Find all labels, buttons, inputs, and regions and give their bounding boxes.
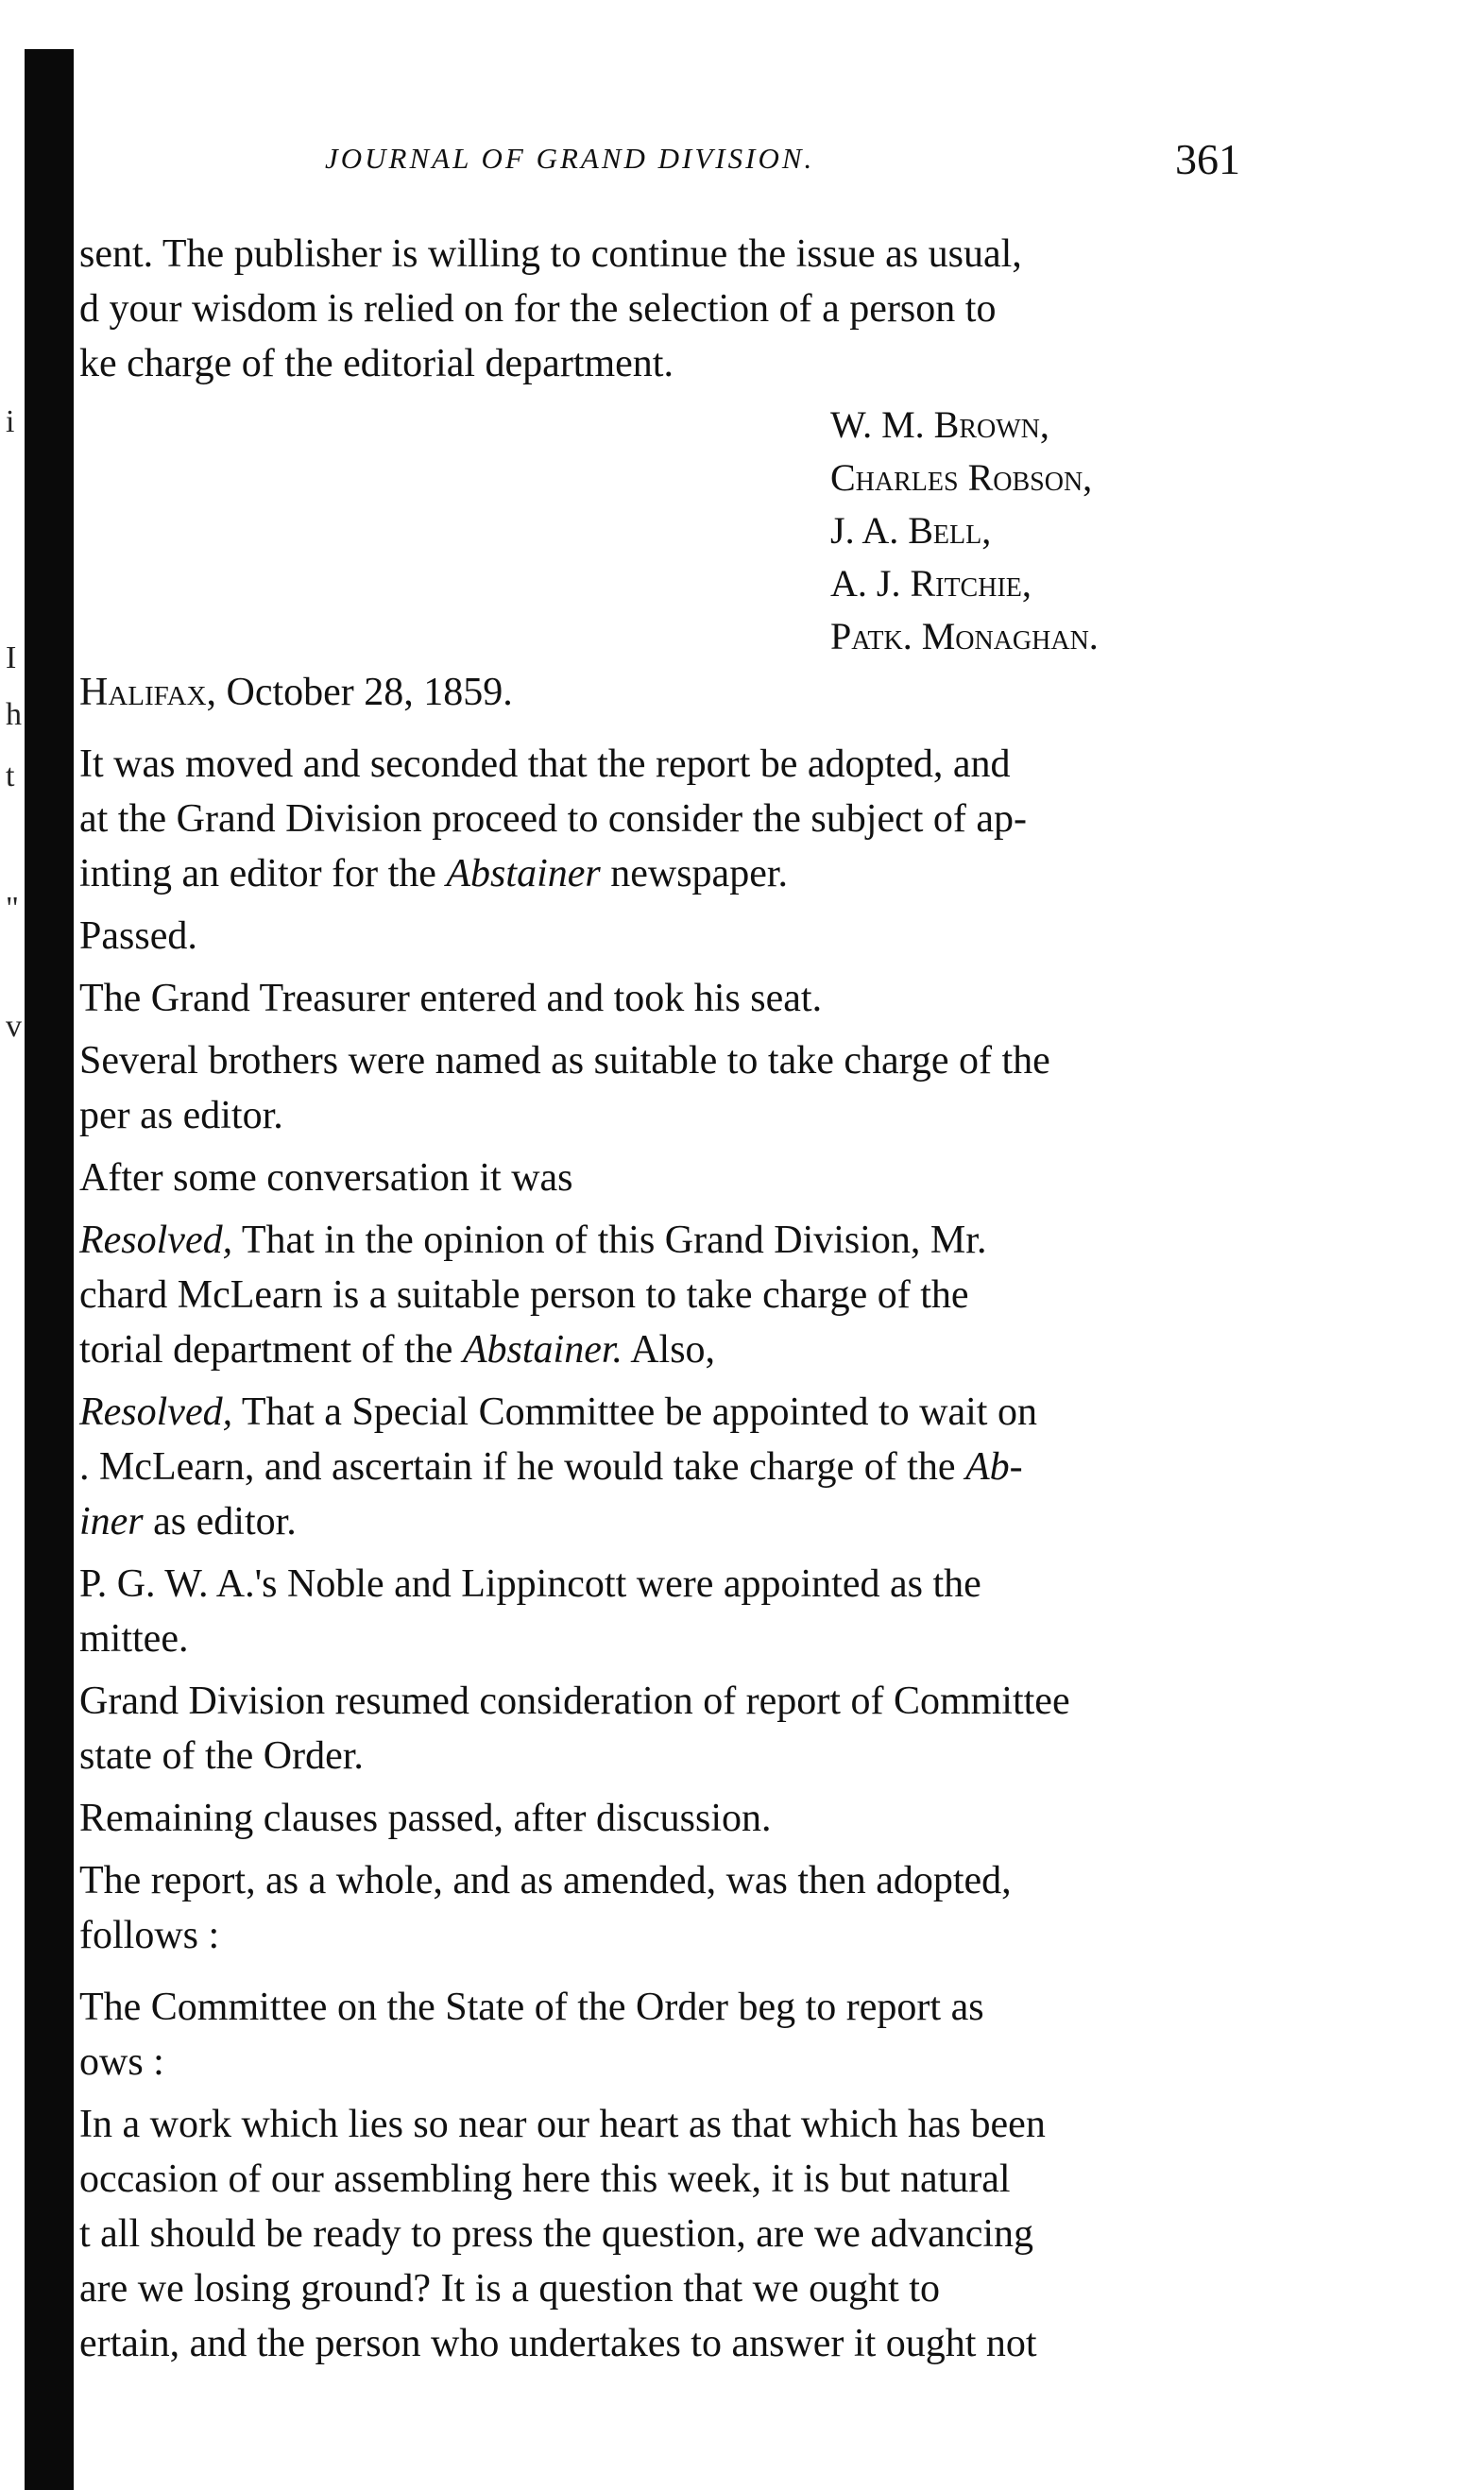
text-line: follows : [79,1914,220,1957]
text-run: . McLearn, and ascertain if he would take charge of the [79,1445,965,1489]
brothers-paragraph [79,1033,1270,1143]
dateline-date: October 28, 1859. [226,671,513,714]
signatory: A. J. Ritchie, [830,562,1032,605]
book-page [79,0,1270,2490]
grand-division-paragraph [79,1674,1270,1783]
text-run: That a Special Committee be appointed to wait on [232,1390,1037,1434]
page-body [79,227,1270,2379]
binding-shadow [25,49,74,2490]
text-line: Several brothers were named as suitable to take charge of the [79,1039,1050,1083]
text-line [79,846,1270,901]
text-line: at the Grand Division proceed to consider the subject of ap- [79,797,1028,841]
text-line: t all should be ready to press the question, are we advancing [79,2212,1034,2256]
text-run: Also, [623,1328,716,1372]
signatory: J. A. Bell, [830,509,992,552]
text-line: sent. The publisher is willing to continue the issue as usual, [79,232,1022,276]
signatory: W. M. Brown, [830,403,1049,446]
signatory: Patk. Monaghan. [830,615,1099,657]
text-line: In a work which lies so near our heart as that which has been [79,2103,1046,2146]
remaining-line: Remaining clauses passed, after discussion. [79,1797,772,1840]
dateline [79,665,1270,720]
text-line: are we losing ground? It is a question that we ought to [79,2267,940,2311]
text-line [79,1385,1270,1440]
resolved-label: Resolved, [79,1219,233,1262]
passed-line: Passed. [79,914,197,958]
margin-mark: h [6,697,22,732]
margin-mark: v [6,1009,22,1044]
text-run: newspaper. [600,852,789,895]
committee-appointment-paragraph [79,1557,1270,1666]
text-line: The report, as a whole, and as amended, was then adopted, [79,1859,1012,1902]
text-line: d your wisdom is relied on for the selection of a person to [79,287,997,331]
text-line: per as editor. [79,1094,283,1137]
work-paragraph [79,2097,1270,2371]
text-line: P. G. W. A.'s Noble and Lippincott were appointed as the [79,1562,981,1606]
margin-mark: i [6,404,15,439]
dateline-place: Halifax, [79,671,217,714]
margin-mark: " [6,891,19,926]
text-line: It was moved and seconded that the report be adopted, and [79,742,1011,786]
text-line [79,1494,1270,1549]
newspaper-title: iner [79,1500,144,1543]
text-line: chard McLearn is a suitable person to take charge of the [79,1273,969,1317]
text-line: ows : [79,2040,164,2084]
report-adopted-paragraph [79,1853,1270,1963]
treasurer-line: The Grand Treasurer entered and took his seat. [79,977,823,1020]
newspaper-title: Abstainer. [462,1328,623,1372]
running-head: JOURNAL OF GRAND DIVISION. [325,142,815,175]
committee-report-paragraph [79,1980,1270,2089]
text-run: torial department of the [79,1328,463,1372]
newspaper-title: Abstainer [446,852,601,895]
text-line [79,1322,1270,1377]
text-line: state of the Order. [79,1734,364,1778]
signatory: Charles Robson, [830,456,1093,499]
conversation-line: After some conversation it was [79,1156,573,1200]
text-line: mittee. [79,1617,189,1661]
newspaper-title: Ab- [965,1445,1023,1489]
signature-block [830,399,1270,663]
text-line: ertain, and the person who undertakes to answer it ought not [79,2322,1037,2365]
text-line [79,1213,1270,1268]
text-run: as editor. [143,1500,297,1543]
intro-paragraph [79,227,1270,391]
text-line: The Committee on the State of the Order beg to report as [79,1986,984,2029]
motion-paragraph [79,737,1270,901]
text-run: That in the opinion of this Grand Division, Mr. [232,1219,987,1262]
text-line [79,1440,1270,1494]
page-number: 361 [1175,135,1240,183]
margin-mark: t [6,759,15,793]
text-line: Grand Division resumed consideration of report of Committee [79,1680,1070,1723]
resolution-paragraph [79,1213,1270,1377]
margin-mark: I [6,640,17,675]
resolved-label: Resolved, [79,1390,233,1434]
text-run: inting an editor for the [79,852,447,895]
text-line: occasion of our assembling here this week, it is but natural [79,2157,1011,2201]
resolution-paragraph [79,1385,1270,1549]
text-line: ke charge of the editorial department. [79,342,674,385]
